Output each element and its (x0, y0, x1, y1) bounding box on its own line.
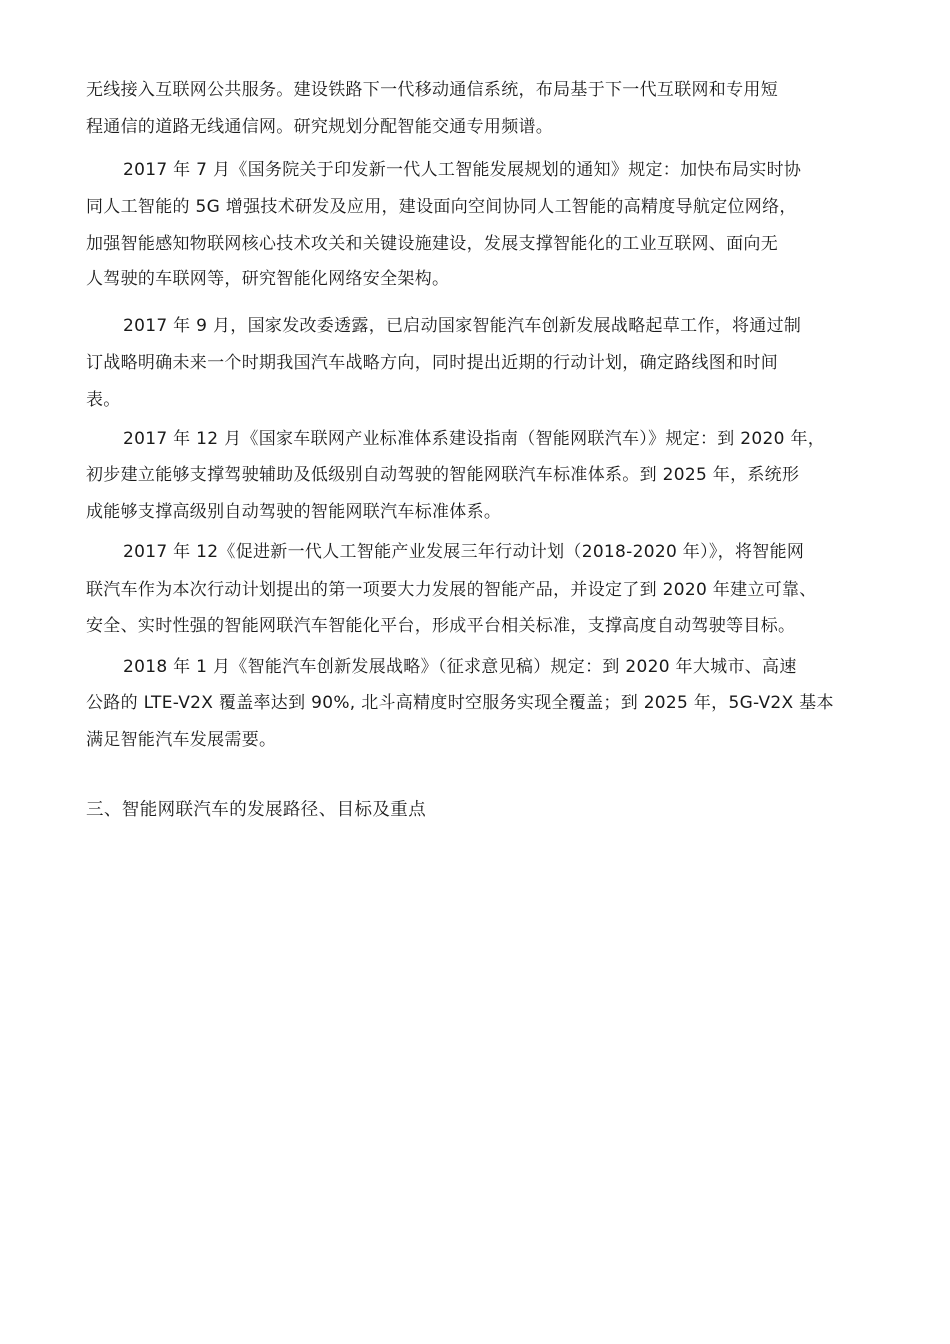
paragraph-line: 联汽车作为本次行动计划提出的第一项要大力发展的智能产品，并设定了到 2020 年建立可靠、 (86, 580, 817, 600)
section-heading: 三、智能网联汽车的发展路径、目标及重点 (86, 800, 427, 820)
paragraph-line: 初步建立能够支撑驾驶辅助及低级别自动驾驶的智能网联汽车标准体系。到 2025 年，系统形 (86, 465, 800, 485)
paragraph-line: 安全、实时性强的智能网联汽车智能化平台，形成平台相关标准，支撑高度自动驾驶等目标。 (86, 616, 796, 636)
paragraph-line: 满足智能汽车发展需要。 (86, 730, 277, 750)
paragraph-line: 程通信的道路无线通信网。研究规划分配智能交通专用频谱。 (86, 117, 554, 137)
paragraph-line: 人驾驶的车联网等，研究智能化网络安全架构。 (86, 269, 450, 289)
paragraph-line: 公路的 LTE-V2X 覆盖率达到 90%, 北斗高精度时空服务实现全覆盖；到 2025 年，5G-V2X 基本 (86, 693, 834, 713)
paragraph-line: 2017 年 12《促进新一代人工智能产业发展三年行动计划（2018-2020 年）》，将智能网 (123, 542, 805, 562)
paragraph-line: 加强智能感知物联网核心技术攻关和关键设施建设，发展支撑智能化的工业互联网、面向无 (86, 234, 778, 254)
paragraph-line: 无线接入互联网公共服务。建设铁路下一代移动通信系统，布局基于下一代互联网和专用短 (86, 80, 778, 100)
paragraph-line: 订战略明确未来一个时期我国汽车战略方向，同时提出近期的行动计划，确定路线图和时间 (86, 353, 778, 373)
paragraph-line: 同人工智能的 5G 增强技术研发及应用，建设面向空间协同人工智能的高精度导航定位网络， (86, 197, 797, 217)
paragraph-line: 2017 年 9 月，国家发改委透露，已启动国家智能汽车创新发展战略起草工作，将通过制 (123, 316, 802, 336)
paragraph-line: 表。 (86, 390, 121, 410)
paragraph-line: 2017 年 12 月《国家车联网产业标准体系建设指南（智能网联汽车）》规定：到 2020 年， (123, 429, 826, 449)
paragraph-line: 2017 年 7 月《国务院关于印发新一代人工智能发展规划的通知》规定：加快布局实时协 (123, 160, 802, 180)
paragraph-line: 成能够支撑高级别自动驾驶的智能网联汽车标准体系。 (86, 502, 502, 522)
paragraph-line: 2018 年 1 月《智能汽车创新发展战略》（征求意见稿）规定：到 2020 年大城市、高速 (123, 657, 797, 677)
